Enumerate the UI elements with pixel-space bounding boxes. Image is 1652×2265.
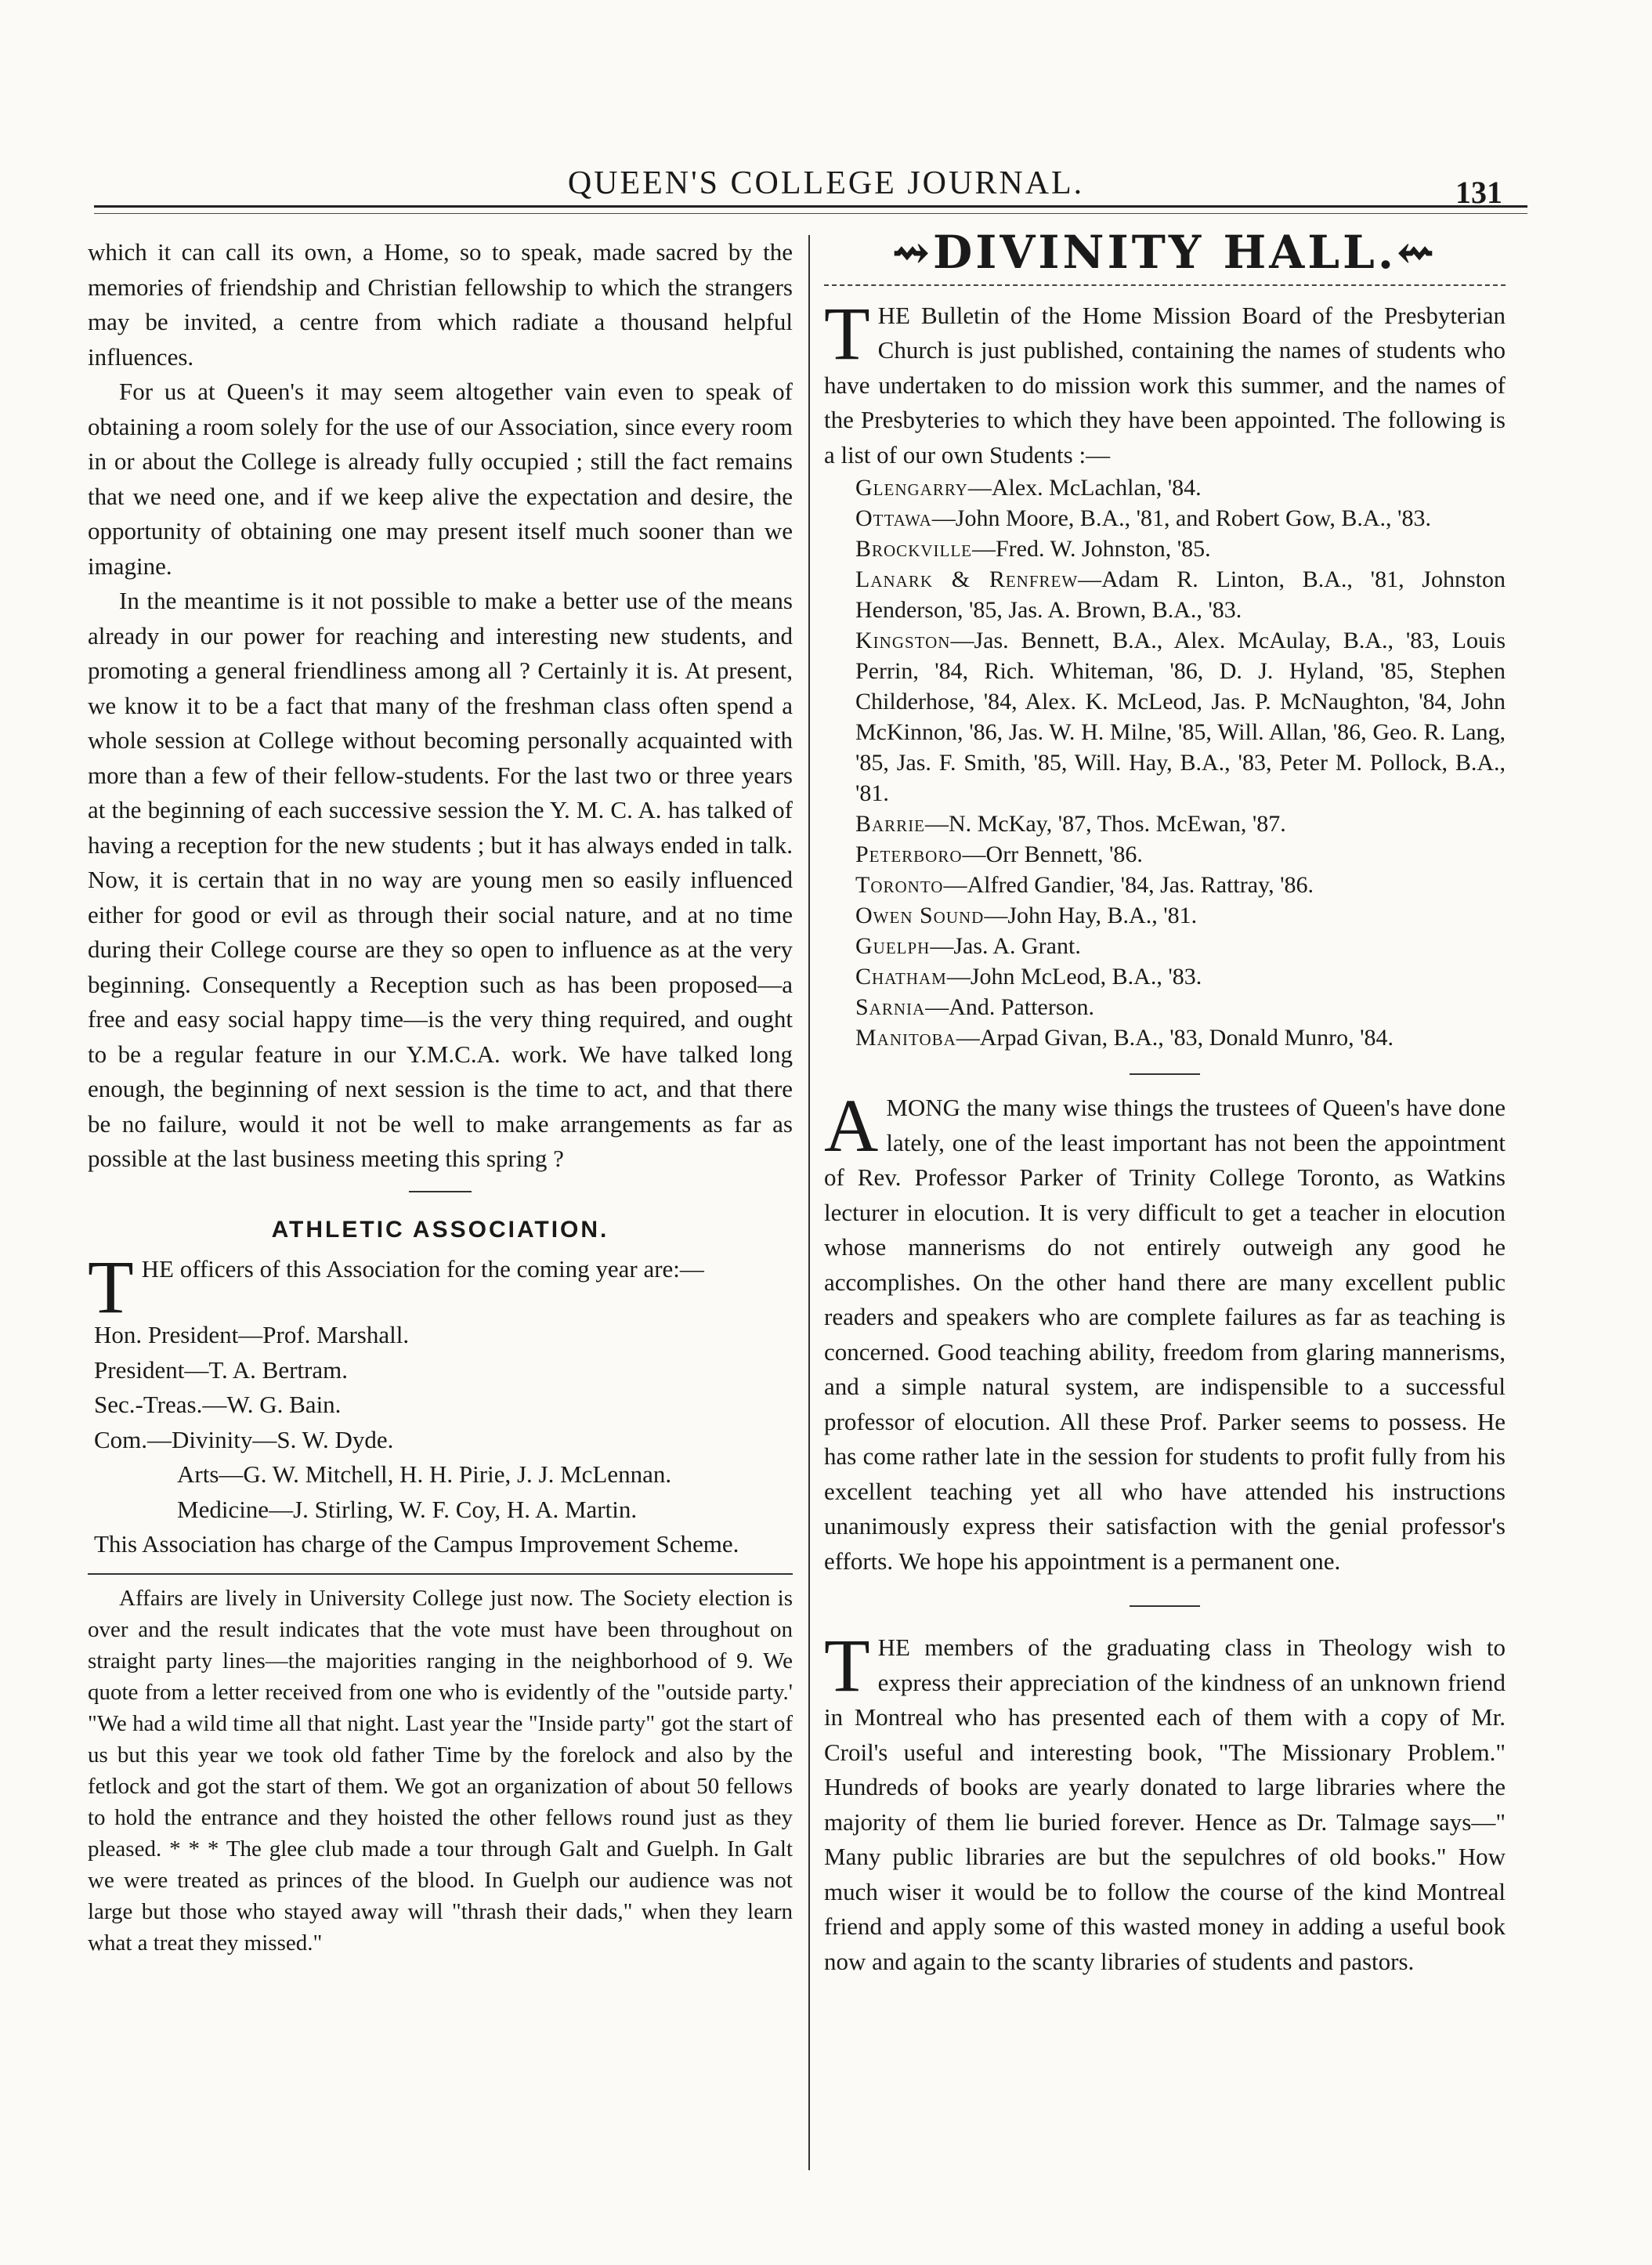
presbytery-name: Toronto <box>855 872 944 898</box>
presbytery-name: Barrie <box>855 811 926 837</box>
section-rule <box>409 1191 472 1192</box>
graduating-text: HE members of the graduating class in Theology wish to express their appreciation of the kindness of an unknown friend in Montreal who has presented each of them with a copy of Mr. Croil's useful and interesting book, "The Missionary Problem." Hundreds of books are yearly donated to large libraries where the majority of them lie buried forever. Hence as Dr. Talmage says—" Many public libraries are but the sepulchres of old books." How much wiser it would be to follow the course of the kind Montreal friend and apply some of this wasted money in adding a useful book now and again to the scanty libraries of students and pastors. <box>824 1634 1506 1975</box>
officer-president: President—T. A. Bertram. <box>94 1355 349 1384</box>
presbytery-entry <box>824 625 1506 809</box>
presbytery-name: Guelph <box>855 933 931 959</box>
intro-paragraph: which it can call its own, a Home, so to speak, made sacred by the memories of friendship and Christian fellowship to which the strangers may be invited, a centre from which radiate a thousand helpful influences. <box>88 238 793 371</box>
graduating-paragraph <box>824 1623 1506 1979</box>
athletic-dropcap: T <box>88 1245 134 1329</box>
university-college-item <box>88 1573 793 1959</box>
student-names: —John Hay, B.A., '81. <box>984 903 1198 928</box>
presbytery-entry <box>824 900 1506 931</box>
right-column <box>824 226 1506 1979</box>
officer-com-divinity: Com.—Divinity—S. W. Dyde. <box>94 1425 394 1453</box>
presbytery-entry <box>824 534 1506 564</box>
bulletin-text: HE Bulletin of the Home Mission Board of the Presbyterian Church is just published, containing the names of students who have undertaken to do mission work this summer, and the names of the Presbyteries to which they have been appointed. The following is a list of our own Students :— <box>824 301 1506 469</box>
parker-text: MONG the many wise things the trustees of Queen's have done lately, one of the least important has not been the appointment of Rev. Professor Parker of Trinity College Toronto, as Watkins lecturer in elocution. It is very difficult to get a teacher in elocution whose mannerisms do not entirely outweigh any good he accomplishes. On the other hand there are many excellent public readers and speakers who are complete failures as far as teaching is concerned. Good teaching ability, freedom from glaring mannerisms, and a simple natural system, are indispensible to a successful professor of elocution. All these Prof. Parker seems to possess. He has come rather late in the session for students to profit fully from his excellent teaching yet all who have attended his instructions unanimously express their satisfaction with the genial professor's efforts. We hope his appointment is a permanent one. <box>824 1094 1506 1575</box>
presbytery-name: Glengarry <box>855 475 968 501</box>
presbytery-entry <box>824 1022 1506 1053</box>
presbytery-name: Manitoba <box>855 1025 956 1051</box>
officer-sec-treas: Sec.-Treas.—W. G. Bain. <box>94 1391 342 1418</box>
student-names: —Orr Bennett, '86. <box>962 841 1143 867</box>
student-names: —Adam R. Linton, B.A., '81, Johnston Henderson, '85, Jas. A. Brown, B.A., '83. <box>855 566 1506 623</box>
presbytery-name: Ottawa <box>855 505 932 531</box>
athletic-note: This Association has charge of the Campus Improvement Scheme. <box>94 1530 739 1558</box>
student-names: —John Moore, B.A., '81, and Robert Gow, B.A., '83. <box>931 505 1431 531</box>
student-names: —Fred. W. Johnston, '85. <box>972 536 1211 562</box>
parker-dropcap: A <box>824 1084 879 1167</box>
bulletin-paragraph <box>824 291 1506 473</box>
parker-paragraph <box>824 1084 1506 1579</box>
presbytery-list <box>824 472 1506 1053</box>
header-rule-thin <box>94 213 1527 214</box>
presbytery-name: Brockville <box>855 536 972 562</box>
presbytery-name: Chatham <box>855 964 947 990</box>
divinity-hall-heading: ⇝DIVINITY HALL.⇜ <box>891 226 1438 279</box>
student-names: —And. Patterson. <box>925 994 1095 1020</box>
graduating-dropcap: T <box>824 1623 870 1707</box>
section-rule <box>1130 1073 1200 1075</box>
student-names: —N. McKay, '87, Thos. McEwan, '87. <box>925 811 1286 837</box>
presbytery-name: Owen Sound <box>855 903 985 928</box>
presbytery-entry <box>824 992 1506 1022</box>
student-names: —Jas. A. Grant. <box>930 933 1081 959</box>
athletic-association-heading: ATHLETIC ASSOCIATION. <box>271 1216 609 1243</box>
presbytery-entry <box>824 809 1506 839</box>
student-names: —John McLeod, B.A., '83. <box>946 964 1202 990</box>
officer-arts: Arts—G. W. Mitchell, H. H. Pirie, J. J. McLennan. <box>177 1460 672 1488</box>
officer-medicine: Medicine—J. Stirling, W. F. Coy, H. A. Martin. <box>177 1495 638 1523</box>
left-column <box>88 235 793 1959</box>
presbytery-entry <box>824 564 1506 625</box>
presbytery-entry <box>824 870 1506 900</box>
section-rule <box>1130 1605 1200 1607</box>
presbytery-entry <box>824 503 1506 534</box>
header-rule <box>94 205 1527 208</box>
student-names: —Alfred Gandier, '84, Jas. Rattray, '86. <box>943 872 1314 898</box>
athletic-intro <box>88 1245 793 1329</box>
student-names: —Arpad Givan, B.A., '83, Donald Munro, '84. <box>956 1025 1394 1051</box>
page-number: 131 <box>1455 175 1502 210</box>
presbytery-name: Peterboro <box>855 841 963 867</box>
student-names: —Alex. McLachlan, '84. <box>967 475 1202 501</box>
divinity-rule <box>824 284 1506 286</box>
reception-paragraph: In the meantime is it not possible to make a better use of the means already in our power for reaching and interesting new students, and promoting a general friendliness among all ? Certainly it is. At present, we know it to be a fact that many of the freshman class often spend a whole session at College without becoming personally acquainted with more than a few of their fellow-students. For the last two or three years at the beginning of each successive session the Y. M. C. A. has talked of having a reception for the new students ; but it has always ended in talk. Now, it is certain that in no way are young men so easily influenced either for good or evil as through their social nature, and at no time during their College course are they so open to influence as at the very beginning. Consequently a Reception such as has been proposed—a free and easy social happy time—is the very thing required, and ought to be a regular feature in our Y.M.C.A. work. We have talked long enough, the beginning of next session is the time to act, and that there be no failure, would it not be well to make arrangements as far as possible at the last business meeting this spring ? <box>88 587 793 1172</box>
affairs-paragraph: Affairs are lively in University College just now. The Society election is over and the result indicates that the vote must have been throughout on straight party lines—the majorities ranging in the neighborhood of 9. We quote from a letter received from one who is evidently of the "outside party.' "We had a wild time all that night. Last year the "Inside party" got the start of us but this year we took old father Time by the forelock and also by the fetlock and got the start of them. We got an organization of about 50 fellows to hold the entrance and they hoisted the other fellows round just as they pleased. * * * The glee club made a tour through Galt and Guelph. In Galt we were treated as princes of the blood. In Guelph our audience was not large but those who stayed away will "thrash their dads," when they learn what a treat they missed." <box>88 1585 793 1956</box>
presbytery-entry <box>824 931 1506 961</box>
presbytery-entry <box>824 961 1506 992</box>
athletic-intro-text: HE officers of this Association for the coming year are:— <box>141 1255 704 1283</box>
association-room-paragraph: For us at Queen's it may seem altogether vain even to speak of obtaining a room solely for the use of our Association, since every room in or about the College is already fully occupied ; still the fact remains that we need one, and if we keep alive the expectation and desire, the opportunity of obtaining one may present itself much sooner than we imagine. <box>88 378 793 580</box>
presbytery-name: Kingston <box>855 628 951 653</box>
column-divider <box>808 235 810 2170</box>
presbytery-name: Lanark & Renfrew <box>855 566 1079 592</box>
presbytery-entry <box>824 472 1506 503</box>
officer-hon-president: Hon. President—Prof. Marshall. <box>94 1321 410 1348</box>
running-title: QUEEN'S COLLEGE JOURNAL. <box>567 165 1085 201</box>
presbytery-name: Sarnia <box>855 994 926 1020</box>
student-names: —Jas. Bennett, B.A., Alex. McAulay, B.A., '83, Louis Perrin, '84, Rich. Whiteman, '86, D. J. Hyland, '85, Stephen Childerhose, '84, Alex. K. McLeod, Jas. P. McNaughton, '84, John McKinnon, '86, Jas. W. H. Milne, '85, Will. Allan, '86, Geo. R. Lang, '85, Jas. F. Smith, '85, Will. Hay, B.A., '83, Peter M. Pollock, B.A., '81. <box>855 628 1506 806</box>
bulletin-dropcap: T <box>824 291 870 375</box>
presbytery-entry <box>824 839 1506 870</box>
